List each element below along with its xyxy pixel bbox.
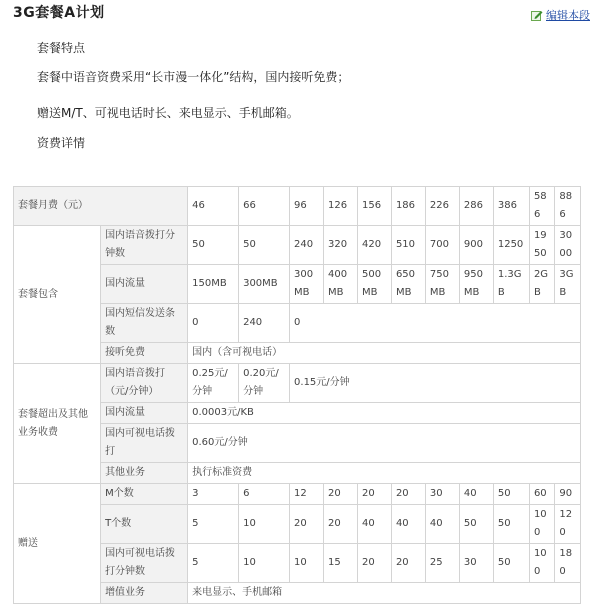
table-cell: 12 — [290, 484, 324, 505]
table-cell: 900 — [459, 226, 493, 265]
table-cell: 510 — [391, 226, 425, 265]
edit-section-label[interactable]: 编辑本段 — [546, 9, 590, 22]
table-cell: 96 — [290, 187, 324, 226]
table-cell: 180 — [555, 544, 581, 583]
table-cell: 400MB — [324, 265, 358, 304]
table-cell: 300MB — [239, 265, 290, 304]
table-cell: 0.15元/分钟 — [290, 364, 581, 403]
table-cell: 20 — [391, 484, 425, 505]
table-cell: 126 — [324, 187, 358, 226]
table-cell: 0.20元/分钟 — [239, 364, 290, 403]
table-cell: 20 — [290, 505, 324, 544]
table-row-included-voice — [14, 226, 581, 265]
row-label: 其他业务 — [101, 463, 188, 484]
table-cell: 15 — [324, 544, 358, 583]
table-cell: 50 — [493, 484, 529, 505]
table-cell: 3GB — [555, 265, 581, 304]
features-heading: 套餐特点 — [37, 41, 86, 55]
table-cell: 66 — [239, 187, 290, 226]
table-cell: 40 — [425, 505, 459, 544]
table-cell: 国内（含可视电话） — [188, 343, 581, 364]
table-cell: 20 — [324, 505, 358, 544]
table-cell: 320 — [324, 226, 358, 265]
table-cell: 650MB — [391, 265, 425, 304]
row-label: 国内可视电话拨打 — [101, 424, 188, 463]
table-cell: 25 — [425, 544, 459, 583]
edit-icon — [531, 10, 543, 21]
overage-group-label: 套餐超出及其他业务收费 — [14, 364, 101, 484]
table-cell: 50 — [459, 505, 493, 544]
table-cell: 0.60元/分钟 — [188, 424, 581, 463]
table-cell: 420 — [357, 226, 391, 265]
fee-table — [13, 186, 581, 604]
row-label: 国内流量 — [101, 403, 188, 424]
gift-group-label: 赠送 — [14, 484, 101, 604]
table-cell: 40 — [391, 505, 425, 544]
table-cell: 1.3GB — [493, 265, 529, 304]
edit-section-link[interactable] — [531, 7, 590, 23]
table-cell: 6 — [239, 484, 290, 505]
table-cell: 20 — [357, 544, 391, 583]
table-cell: 20 — [324, 484, 358, 505]
table-cell: 0 — [290, 304, 581, 343]
table-cell: 50 — [493, 505, 529, 544]
table-cell: 386 — [493, 187, 529, 226]
table-cell: 186 — [391, 187, 425, 226]
table-cell: 60 — [529, 484, 554, 505]
table-row-overage-voice — [14, 364, 581, 403]
table-cell: 10 — [239, 544, 290, 583]
row-label: 国内语音拨打分钟数 — [101, 226, 188, 265]
table-cell: 3000 — [555, 226, 581, 265]
table-cell: 46 — [188, 187, 239, 226]
table-cell: 10 — [290, 544, 324, 583]
table-cell: 50 — [188, 226, 239, 265]
table-cell: 40 — [357, 505, 391, 544]
table-cell: 100 — [529, 505, 554, 544]
table-cell: 1250 — [493, 226, 529, 265]
row-label: M个数 — [101, 484, 188, 505]
table-cell: 100 — [529, 544, 554, 583]
page-title: 3G套餐A计划 — [13, 5, 105, 21]
table-cell: 30 — [425, 484, 459, 505]
row-label: 国内短信发送条数 — [101, 304, 188, 343]
table-cell: 240 — [290, 226, 324, 265]
table-cell: 执行标准资费 — [188, 463, 581, 484]
table-cell: 700 — [425, 226, 459, 265]
table-cell: 5 — [188, 505, 239, 544]
row-label: 国内流量 — [101, 265, 188, 304]
table-cell: 1950 — [529, 226, 554, 265]
table-cell: 150MB — [188, 265, 239, 304]
feature-line-gifts: 赠送M/T、可视电话时长、来电显示、手机邮箱。 — [37, 106, 299, 120]
table-cell: 3 — [188, 484, 239, 505]
table-cell: 586 — [529, 187, 554, 226]
table-cell: 120 — [555, 505, 581, 544]
feature-line-voice: 套餐中语音资费采用“长市漫一体化”结构，国内接听免费； — [37, 70, 350, 84]
row-label: T个数 — [101, 505, 188, 544]
table-cell: 886 — [555, 187, 581, 226]
table-cell: 40 — [459, 484, 493, 505]
table-row-gift-m — [14, 484, 581, 505]
table-cell: 286 — [459, 187, 493, 226]
table-cell: 950MB — [459, 265, 493, 304]
table-cell: 226 — [425, 187, 459, 226]
table-cell: 10 — [239, 505, 290, 544]
table-cell: 50 — [493, 544, 529, 583]
table-cell: 500MB — [357, 265, 391, 304]
table-cell: 0 — [188, 304, 239, 343]
table-cell: 30 — [459, 544, 493, 583]
row-label: 接听免费 — [101, 343, 188, 364]
row-label: 增值业务 — [101, 583, 188, 604]
monthly-fee-label: 套餐月费（元） — [14, 187, 188, 226]
row-label: 国内语音拨打（元/分钟） — [101, 364, 188, 403]
table-cell: 300MB — [290, 265, 324, 304]
table-cell: 0.0003元/KB — [188, 403, 581, 424]
table-cell: 156 — [357, 187, 391, 226]
table-cell: 750MB — [425, 265, 459, 304]
details-heading: 资费详情 — [37, 136, 86, 150]
table-cell: 0.25元/分钟 — [188, 364, 239, 403]
table-cell: 20 — [357, 484, 391, 505]
table-cell: 2GB — [529, 265, 554, 304]
table-cell: 50 — [239, 226, 290, 265]
table-cell: 90 — [555, 484, 581, 505]
included-group-label: 套餐包含 — [14, 226, 101, 364]
table-cell: 20 — [391, 544, 425, 583]
row-label: 国内可视电话拨打分钟数 — [101, 544, 188, 583]
table-cell: 来电显示、手机邮箱 — [188, 583, 581, 604]
table-row-monthly-fee — [14, 187, 581, 226]
table-cell: 240 — [239, 304, 290, 343]
table-cell: 5 — [188, 544, 239, 583]
